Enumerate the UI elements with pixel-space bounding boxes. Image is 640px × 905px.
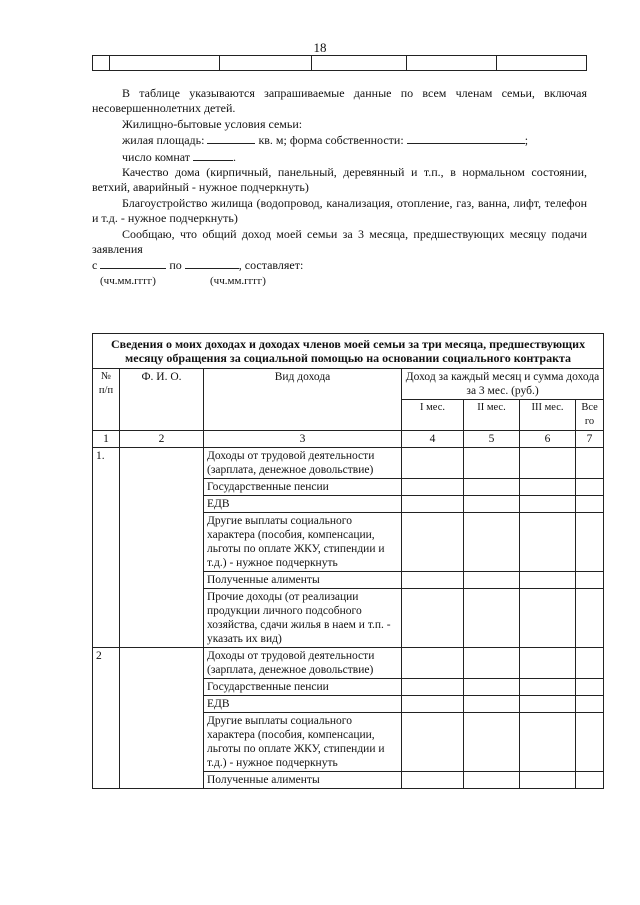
amount-cell[interactable] <box>576 589 604 648</box>
income-type-cell: ЕДВ <box>204 696 402 713</box>
amount-cell[interactable] <box>402 648 464 679</box>
income-type-cell: Доходы от трудовой деятельности (зарплата, денежное довольствие) <box>204 448 402 479</box>
amount-cell[interactable] <box>464 479 520 496</box>
amount-cell[interactable] <box>402 696 464 713</box>
header-month-3: III мес. <box>520 400 576 431</box>
amount-cell[interactable] <box>520 648 576 679</box>
date-format-hints: (чч.мм.гггг) (чч.мм.гггг) <box>100 274 266 287</box>
amount-cell[interactable] <box>464 713 520 772</box>
ownership-field[interactable] <box>407 132 525 144</box>
amount-cell[interactable] <box>464 696 520 713</box>
header-fio: Ф. И. О. <box>120 369 204 431</box>
rooms-field[interactable] <box>193 149 233 161</box>
amount-cell[interactable] <box>520 772 576 789</box>
amount-cell[interactable] <box>402 572 464 589</box>
amount-cell[interactable] <box>576 648 604 679</box>
income-type-cell: Полученные алименты <box>204 772 402 789</box>
table-caption: Сведения о моих доходах и доходах членов моей семьи за три месяца, предшествующих месяцу обращения за социальной помощью на основании социального контракта <box>93 334 604 369</box>
income-type-cell: Другие выплаты социального характера (пособия, компенсации, льготы по оплате ЖКУ, стипендии и т.д.) - нужное подчеркнуть <box>204 713 402 772</box>
amount-cell[interactable] <box>464 648 520 679</box>
column-number-row: 1 2 3 4 5 6 7 <box>93 431 604 448</box>
income-type-cell: Прочие доходы (от реализации продукции личного подсобного хозяйства, сдачи жилья в наем и т.п. - указать их вид) <box>204 589 402 648</box>
income-type-cell: ЕДВ <box>204 496 402 513</box>
income-type-cell: Полученные алименты <box>204 572 402 589</box>
income-table <box>92 333 604 789</box>
amount-cell[interactable] <box>402 713 464 772</box>
income-type-cell: Доходы от трудовой деятельности (зарплата, денежное довольствие) <box>204 648 402 679</box>
table-row <box>93 448 604 479</box>
amount-cell[interactable] <box>576 448 604 479</box>
amount-cell[interactable] <box>576 496 604 513</box>
amount-cell[interactable] <box>576 772 604 789</box>
amount-cell[interactable] <box>464 513 520 572</box>
amount-cell[interactable] <box>576 513 604 572</box>
amount-cell[interactable] <box>576 572 604 589</box>
amount-cell[interactable] <box>576 713 604 772</box>
header-month-1: I мес. <box>402 400 464 431</box>
amount-cell[interactable] <box>520 496 576 513</box>
date-to-field[interactable] <box>185 257 239 269</box>
income-type-cell: Государственные пенсии <box>204 479 402 496</box>
income-statement-text: Сообщаю, что общий доход моей семьи за 3 месяца, предшествующих месяцу подачи заявления <box>92 226 587 257</box>
header-num: № п/п <box>93 369 120 431</box>
amount-cell[interactable] <box>520 572 576 589</box>
header-income-type: Вид дохода <box>204 369 402 431</box>
amenities-text: Благоустройство жилища (водопровод, канализация, отопление, газ, ванна, лифт, телефон и т.д. - нужное подчеркнуть) <box>92 195 587 226</box>
intro-paragraph: В таблице указываются запрашиваемые данные по всем членам семьи, включая несовершеннолетних детей. <box>92 86 587 116</box>
income-type-cell: Государственные пенсии <box>204 679 402 696</box>
living-area-line: жилая площадь: кв. м; форма собственности: ; <box>122 133 529 148</box>
amount-cell[interactable] <box>520 448 576 479</box>
amount-cell[interactable] <box>402 513 464 572</box>
amount-cell[interactable] <box>402 679 464 696</box>
amount-cell[interactable] <box>520 479 576 496</box>
living-conditions-heading: Жилищно-бытовые условия семьи: <box>122 116 303 131</box>
member-fio-cell[interactable] <box>120 448 204 648</box>
header-monthly-income: Доход за каждый месяц и сумма дохода за 3 мес. (руб.) <box>402 369 604 400</box>
amount-cell[interactable] <box>520 679 576 696</box>
member-num: 2 <box>93 648 120 789</box>
income-type-cell: Другие выплаты социального характера (пособия, компенсации, льготы по оплате ЖКУ, стипендии и т.д.) - нужное подчеркнуть <box>204 513 402 572</box>
amount-cell[interactable] <box>464 572 520 589</box>
date-from-field[interactable] <box>100 257 166 269</box>
amount-cell[interactable] <box>520 713 576 772</box>
amount-cell[interactable] <box>402 496 464 513</box>
table-row <box>93 648 604 679</box>
header-month-2: II мес. <box>464 400 520 431</box>
period-line: с по , составляет: <box>92 258 304 273</box>
member-fio-cell[interactable] <box>120 648 204 789</box>
page-number: 18 <box>313 40 327 55</box>
header-strip <box>92 55 587 71</box>
amount-cell[interactable] <box>576 679 604 696</box>
amount-cell[interactable] <box>576 479 604 496</box>
amount-cell[interactable] <box>464 679 520 696</box>
house-quality-text: Качество дома (кирпичный, панельный, деревянный и т.п., в нормальном состоянии, ветхий, аварийный - нужное подчеркнуть) <box>92 165 587 195</box>
header-total: Все го <box>576 400 604 431</box>
amount-cell[interactable] <box>402 479 464 496</box>
amount-cell[interactable] <box>520 696 576 713</box>
amount-cell[interactable] <box>464 496 520 513</box>
amount-cell[interactable] <box>402 772 464 789</box>
living-area-field[interactable] <box>207 132 255 144</box>
amount-cell[interactable] <box>520 513 576 572</box>
intro-text <box>92 86 587 289</box>
amount-cell[interactable] <box>464 448 520 479</box>
member-num: 1. <box>93 448 120 648</box>
amount-cell[interactable] <box>464 589 520 648</box>
amount-cell[interactable] <box>464 772 520 789</box>
amount-cell[interactable] <box>520 589 576 648</box>
rooms-line: число комнат . <box>122 149 237 164</box>
amount-cell[interactable] <box>576 696 604 713</box>
amount-cell[interactable] <box>402 589 464 648</box>
amount-cell[interactable] <box>402 448 464 479</box>
